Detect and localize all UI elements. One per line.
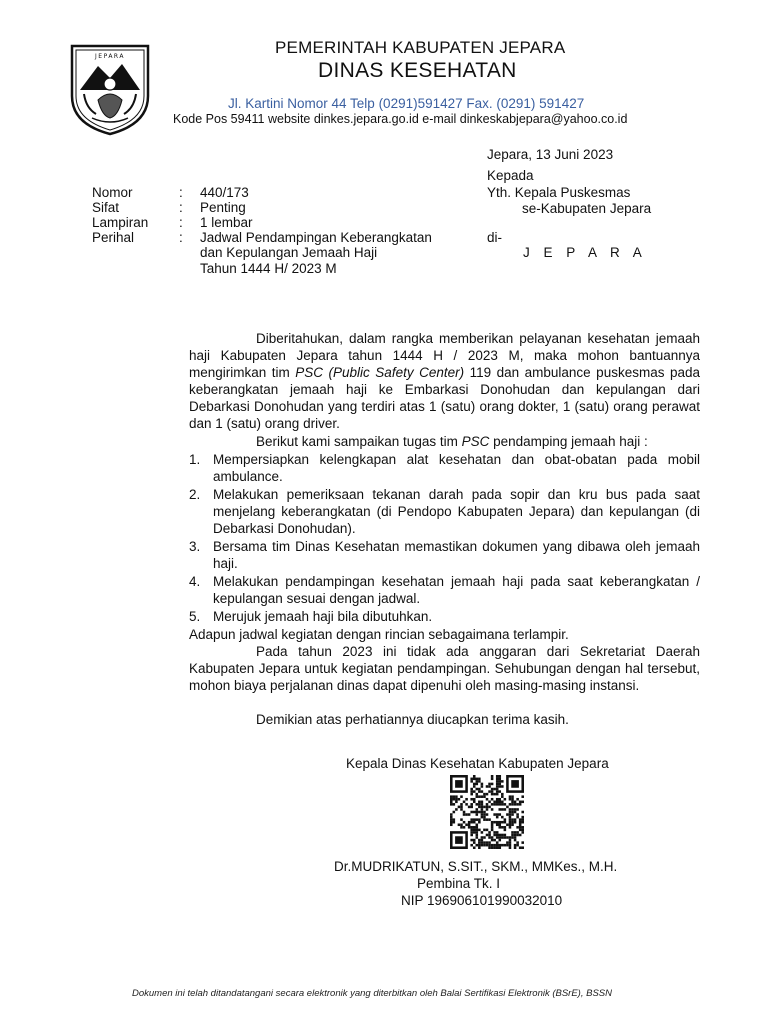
body-paragraph-1 bbox=[189, 330, 700, 432]
list-item bbox=[189, 486, 700, 537]
meta-value-nomor: 440/173 bbox=[200, 185, 249, 200]
meta-sep: : bbox=[179, 185, 183, 200]
meta-sep: : bbox=[179, 230, 183, 245]
list-item-number: 1. bbox=[189, 452, 201, 467]
meta-value-lampiran: 1 lembar bbox=[200, 215, 253, 230]
list-item-text: Mempersiapkan kelengkapan alat kesehatan dan obat-obatan pada mobil ambulance. bbox=[213, 452, 700, 484]
p2-text-a: Berikut kami sampaikan tugas tim bbox=[256, 434, 462, 449]
signature-title: Kepala Dinas Kesehatan Kabupaten Jepara bbox=[346, 756, 609, 771]
meta-value-sifat: Penting bbox=[200, 200, 246, 215]
body-paragraph-2 bbox=[189, 433, 700, 450]
meta-perihal-line3: Tahun 1444 H/ 2023 M bbox=[200, 261, 337, 276]
list-item-text: Bersama tim Dinas Kesehatan memastikan dokumen yang dibawa oleh jemaah haji. bbox=[213, 539, 700, 571]
list-item bbox=[189, 573, 700, 607]
signature-name: Dr.MUDRIKATUN, S.SIT., SKM., MMKes., M.H. bbox=[334, 859, 618, 874]
p1-text-a: Diberitahukan, dalam rangka memberikan pelayanan kesehatan jemaah haji Kabupaten Jepara tahun 1444 H / 2023 M, maka mohon bantuannya mengirimkan tim bbox=[189, 331, 700, 380]
recipient-city: J E P A R A bbox=[523, 245, 647, 260]
p1-text-b: 119 dan ambulance puskesmas pada keberangkatan jemaah haji ke Embarkasi Donohudan dan kepulangan dari Debarkasi Donohudan yang terdiri atas 1 (satu) orang dokter, 1 (satu) orang perawat dan 1 (satu) orang driver. bbox=[189, 365, 700, 431]
list-item bbox=[189, 608, 700, 625]
letterhead-address: Jl. Kartini Nomor 44 Telp (0291)591427 Fax. (0291) 591427 bbox=[228, 96, 585, 111]
letterhead-contact: Kode Pos 59411 website dinkes.jepara.go.id e-mail dinkeskabjepara@yahoo.co.id bbox=[173, 112, 628, 126]
recipient-kepada: Kepada bbox=[487, 168, 534, 183]
recipient-yth: Yth. Kepala Puskesmas bbox=[487, 185, 631, 200]
list-item-text: Melakukan pemeriksaan tekanan darah pada sopir dan kru bus pada saat menjelang keberangkatan (di Pendopo Kabupaten Jepara) dan kepulangan (di Debarkasi Donohudan). bbox=[213, 487, 700, 536]
list-item-number: 3. bbox=[189, 539, 201, 554]
letterhead-agency: DINAS KESEHATAN bbox=[318, 59, 517, 82]
meta-label-perihal: Perihal bbox=[92, 230, 135, 245]
meta-sep: : bbox=[179, 215, 183, 230]
letterhead-government: PEMERINTAH KABUPATEN JEPARA bbox=[275, 38, 566, 57]
body-paragraph-5: Demikian atas perhatiannya diucapkan terima kasih. bbox=[256, 712, 569, 727]
recipient-di: di- bbox=[487, 230, 503, 245]
signature-rank: Pembina Tk. I bbox=[417, 876, 501, 891]
meta-label-lampiran: Lampiran bbox=[92, 215, 149, 230]
list-item-text: Melakukan pendampingan kesehatan jemaah haji pada saat keberangkatan / kepulangan sesuai dengan jadwal. bbox=[213, 574, 700, 606]
body-paragraph-3: Adapun jadwal kegiatan dengan rincian sebagaimana terlampir. bbox=[189, 627, 569, 642]
recipient-yth-line2: se-Kabupaten Jepara bbox=[522, 201, 652, 216]
meta-label-nomor: Nomor bbox=[92, 185, 133, 200]
p1-psc-term: PSC (Public Safety Center) bbox=[295, 365, 465, 380]
list-item-text: Merujuk jemaah haji bila dibutuhkan. bbox=[213, 609, 433, 624]
meta-perihal-line2: dan Kepulangan Jemaah Haji bbox=[200, 245, 378, 260]
meta-sep: : bbox=[179, 200, 183, 215]
qr-code-signature bbox=[450, 775, 524, 849]
list-item-number: 5. bbox=[189, 609, 201, 624]
p2-text-b: pendamping jemaah haji : bbox=[489, 434, 648, 449]
p2-psc-term: PSC bbox=[461, 434, 490, 449]
electronic-signature-footer: Dokumen ini telah ditandatangani secara elektronik yang diterbitkan oleh Balai Sertifikasi Elektronik (BSrE), BSSN bbox=[132, 988, 612, 999]
signature-nip: NIP 196906101990032010 bbox=[401, 893, 563, 908]
task-list bbox=[189, 451, 700, 626]
list-item bbox=[189, 538, 700, 572]
logo-text: JEPARA bbox=[95, 53, 125, 60]
meta-value-perihal: Jadwal Pendampingan Keberangkatan bbox=[200, 230, 432, 245]
meta-label-sifat: Sifat bbox=[92, 200, 120, 215]
letter-date: Jepara, 13 Juni 2023 bbox=[487, 147, 614, 162]
list-item-number: 2. bbox=[189, 487, 201, 502]
list-item-number: 4. bbox=[189, 574, 201, 589]
jepara-coat-of-arms-logo bbox=[68, 44, 152, 136]
body-paragraph-4: Pada tahun 2023 ini tidak ada anggaran dari Sekretariat Daerah Kabupaten Jepara untuk kegiatan pendampingan. Sehubungan dengan hal tersebut, mohon biaya perjalanan dinas dapat dipenuhi oleh masing-masing instansi. bbox=[189, 644, 700, 693]
list-item bbox=[189, 451, 700, 485]
